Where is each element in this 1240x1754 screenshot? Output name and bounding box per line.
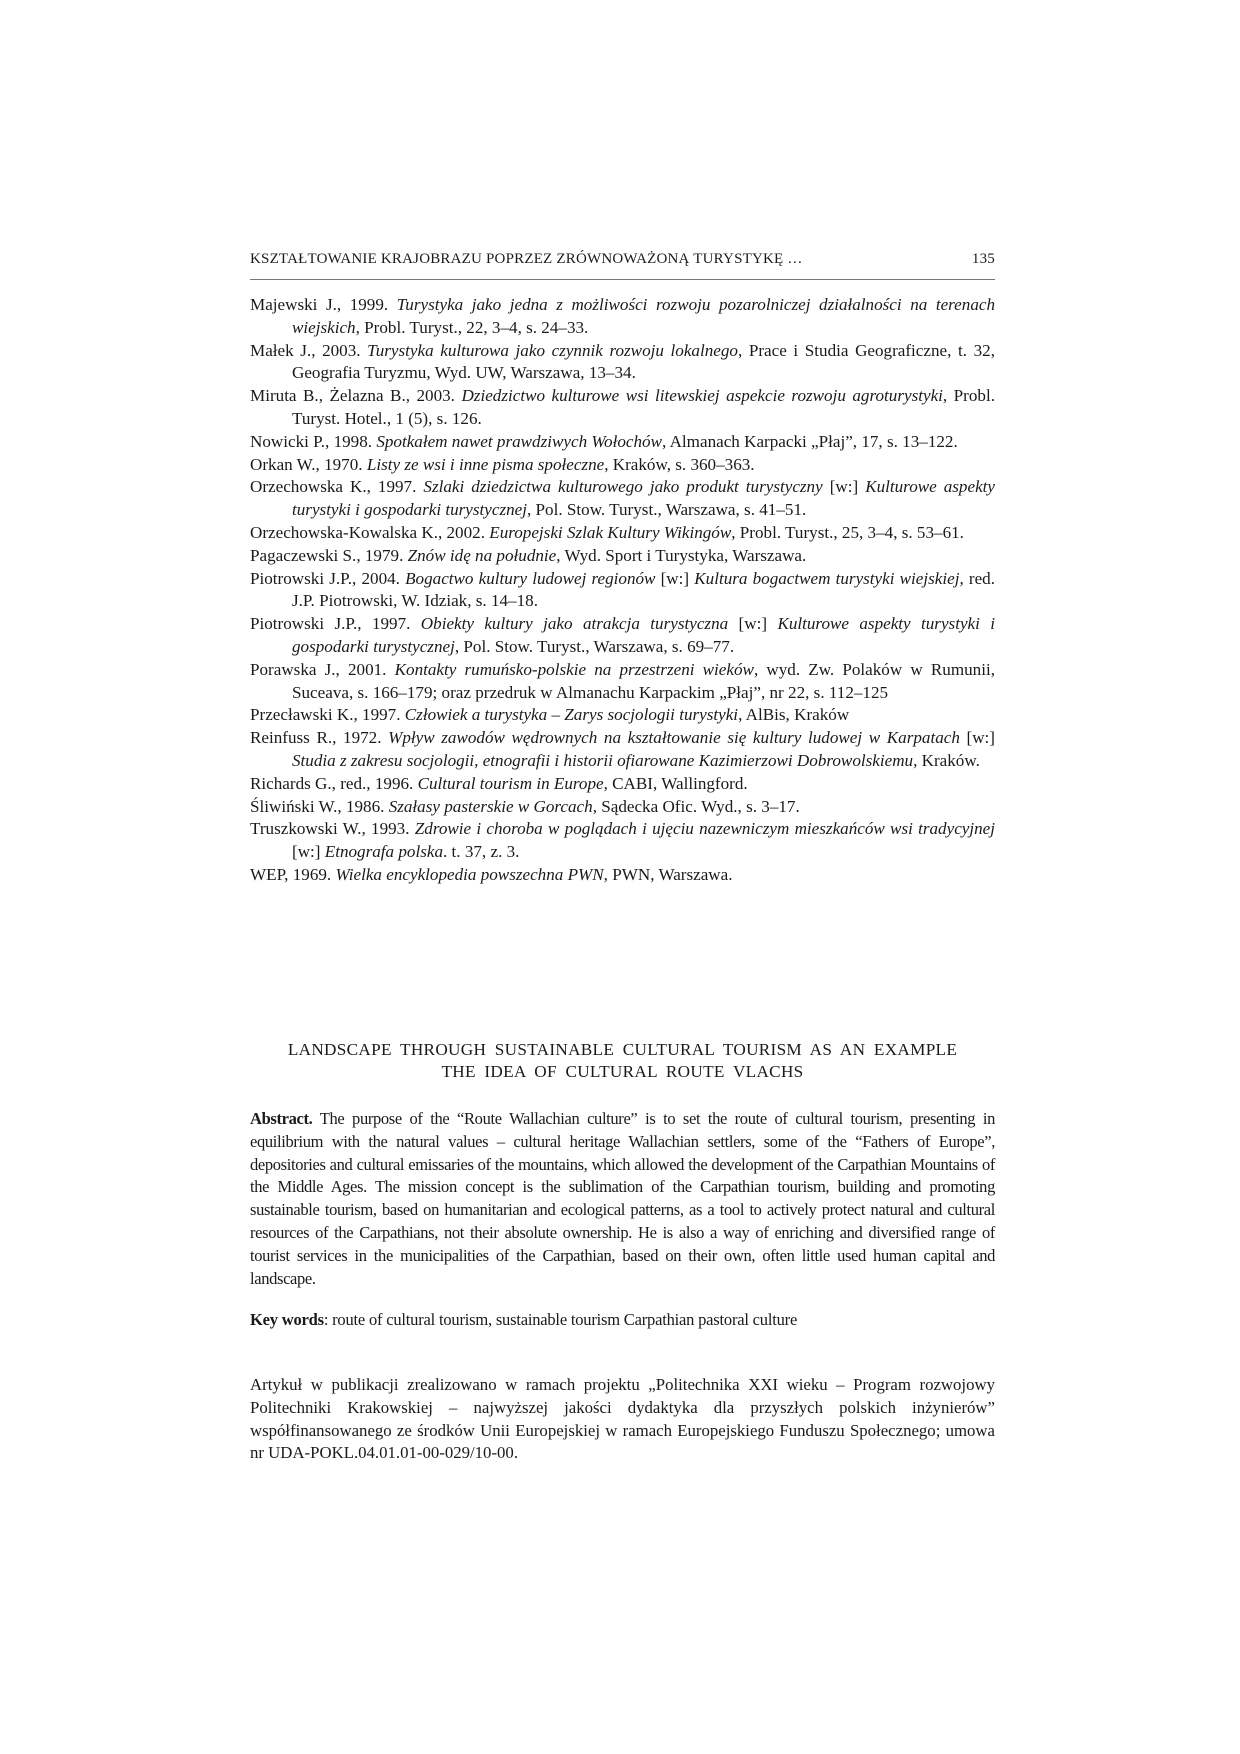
reference-details: , CABI, Wallingford. bbox=[603, 773, 748, 793]
reference-author: WEP, 1969. bbox=[250, 864, 336, 884]
page-number: 135 bbox=[971, 251, 995, 267]
reference-title: Wielka encyklopedia powszechna PWN bbox=[335, 864, 604, 884]
reference-author: Piotrowski J.P., 1997. bbox=[250, 614, 421, 634]
reference-title: Bogactwo kultury ludowej regionów bbox=[405, 568, 656, 588]
reference-details: , Prace i Studia Geograficzne, t. 32, Geografia Turyzmu, Wyd. UW, Warszawa, 13–34. bbox=[292, 340, 996, 383]
reference-item bbox=[250, 796, 995, 819]
reference-author: Śliwiński W., 1986. bbox=[250, 796, 389, 816]
english-title bbox=[250, 1039, 995, 1083]
reference-item bbox=[250, 568, 995, 614]
reference-item bbox=[250, 773, 995, 796]
reference-item bbox=[250, 864, 995, 887]
keywords-text: : route of cultural tourism, sustainable tourism Carpathian pastoral culture bbox=[323, 1310, 798, 1329]
reference-details: , AlBis, Kraków bbox=[738, 705, 850, 725]
reference-title: Europejski Szlak Kultury Wikingów bbox=[489, 522, 732, 542]
reference-item bbox=[250, 340, 995, 386]
reference-source-details: , red. J.P. Piotrowski, W. Idziak, s. 14–18. bbox=[292, 568, 995, 611]
reference-item bbox=[250, 476, 995, 522]
reference-author: Przecławski K., 1997. bbox=[250, 705, 405, 725]
reference-source-title: Studia z zakresu socjologii, etnografii i historii ofiarowane Kazimierzowi Dobrowolskiemu bbox=[292, 750, 914, 770]
reference-item bbox=[250, 294, 995, 340]
funding-note: Artykuł w publikacji zrealizowano w ramach projektu „Politechnika XXI wieku – Program rozwojowy Politechniki Krakowskiej – najwyższej jakości dydaktyka dla przyszłych polskich inżynierów” współfinansowanego ze środków Unii Europejskiej w ramach Europejskiego Funduszu Społecznego; umowa nr UDA-POKL.04.01.01-00-029/10-00. bbox=[250, 1375, 995, 1463]
reference-item bbox=[250, 704, 995, 727]
reference-author: Orzechowska-Kowalska K., 2002. bbox=[250, 522, 490, 542]
reference-author: Orzechowska K., 1997. bbox=[250, 477, 424, 497]
reference-source-title: Etnografa polska bbox=[324, 842, 443, 862]
references-list bbox=[250, 294, 995, 887]
reference-item bbox=[250, 522, 995, 545]
reference-details: , Probl. Turyst., 22, 3–4, s. 24–33. bbox=[355, 317, 589, 337]
reference-author: Miruta B., Żelazna B., 2003. bbox=[250, 386, 462, 406]
reference-title: Kontakty rumuńsko-polskie na przestrzeni wieków bbox=[394, 659, 754, 679]
reference-title: Szałasy pasterskie w Gorcach bbox=[388, 796, 593, 816]
reference-author: Majewski J., 1999. bbox=[250, 295, 397, 314]
reference-details: , PWN, Warszawa. bbox=[603, 864, 733, 884]
reference-source-details: . t. 37, z. 3. bbox=[443, 842, 520, 862]
reference-details: , Kraków, s. 360–363. bbox=[604, 454, 755, 474]
reference-author: Pagaczewski S., 1979. bbox=[250, 545, 408, 565]
reference-item bbox=[250, 659, 995, 705]
reference-author: Orkan W., 1970. bbox=[250, 454, 367, 474]
reference-details: [w:] bbox=[655, 568, 695, 588]
english-title-line-1: LANDSCAPE THROUGH SUSTAINABLE CULTURAL TOURISM AS AN EXAMPLE bbox=[287, 1040, 958, 1059]
reference-title: Zdrowie i choroba w poglądach i ujęciu nazewniczym mieszkańców wsi tradycyjnej bbox=[414, 819, 995, 839]
english-title-line-2: THE IDEA OF CULTURAL ROUTE VLACHS bbox=[441, 1062, 804, 1081]
keywords-label: Key words bbox=[250, 1310, 324, 1329]
reference-details: [w:] bbox=[822, 477, 866, 497]
reference-title: Znów idę na południe bbox=[407, 545, 557, 565]
reference-source-title: Kulturowe aspekty turystyki i gospodarki turystycznej bbox=[292, 477, 995, 520]
reference-details: , Probl. Turyst., 25, 3–4, s. 53–61. bbox=[731, 522, 964, 542]
reference-details: , Probl. Turyst. Hotel., 1 (5), s. 126. bbox=[292, 386, 995, 428]
reference-source-details: , Pol. Stow. Turyst., Warszawa, s. 69–77. bbox=[454, 636, 735, 656]
reference-source-details: , Pol. Stow. Turyst., Warszawa, s. 41–51. bbox=[527, 500, 807, 520]
header-rule bbox=[250, 279, 995, 280]
reference-item bbox=[250, 431, 995, 454]
keywords-paragraph bbox=[250, 1309, 995, 1332]
reference-details: [w:] bbox=[959, 728, 995, 748]
reference-author: Piotrowski J.P., 2004. bbox=[250, 568, 406, 588]
reference-source-title: Kultura bogactwem turystyki wiejskiej bbox=[694, 568, 960, 588]
reference-details: , wyd. Zw. Polaków w Rumunii, Suceava, s. 166–179; oraz przedruk w Almanachu Karpackim „Płaj”, nr 22, s. 112–125 bbox=[292, 659, 995, 702]
reference-title: Człowiek a turystyka – Zarys socjologii turystyki bbox=[404, 705, 739, 725]
reference-details: , Almanach Karpacki „Płaj”, 17, s. 13–122. bbox=[661, 431, 958, 451]
reference-item bbox=[250, 545, 995, 568]
reference-author: Richards G., red., 1996. bbox=[250, 773, 418, 793]
reference-title: Spotkałem nawet prawdziwych Wołochów bbox=[376, 431, 662, 451]
reference-details: [w:] bbox=[292, 842, 325, 862]
running-title: KSZTAŁTOWANIE KRAJOBRAZU POPRZEZ ZRÓWNOWAŻONĄ TURYSTYKĘ … bbox=[250, 251, 803, 267]
reference-item bbox=[250, 727, 995, 773]
reference-title: Obiekty kultury jako atrakcja turystyczna bbox=[420, 614, 729, 634]
reference-title: Listy ze wsi i inne pisma społeczne bbox=[366, 454, 605, 474]
abstract-label: Abstract. bbox=[250, 1109, 313, 1128]
reference-item bbox=[250, 613, 995, 659]
reference-source-details: , Kraków. bbox=[913, 750, 980, 770]
reference-source-title: Kulturowe aspekty turystyki i gospodarki turystycznej bbox=[292, 614, 996, 656]
reference-title: Szlaki dziedzictwa kulturowego jako produkt turystyczny bbox=[423, 477, 823, 497]
reference-title: Turystyka jako jedna z możliwości rozwoju pozarolniczej działalności na terenach wiejskich bbox=[292, 295, 996, 337]
reference-author: Małek J., 2003. bbox=[250, 340, 368, 360]
reference-details: , Sądecka Ofic. Wyd., s. 3–17. bbox=[592, 796, 800, 816]
abstract-paragraph bbox=[250, 1108, 995, 1290]
reference-details: , Wyd. Sport i Turystyka, Warszawa. bbox=[556, 545, 807, 565]
reference-details: [w:] bbox=[728, 614, 778, 634]
reference-item bbox=[250, 454, 995, 477]
reference-title: Cultural tourism in Europe bbox=[417, 773, 604, 793]
reference-author: Reinfuss R., 1972. bbox=[250, 728, 389, 748]
reference-item bbox=[250, 818, 995, 864]
reference-item bbox=[250, 385, 995, 431]
reference-author: Nowicki P., 1998. bbox=[250, 431, 377, 451]
abstract-text: The purpose of the “Route Wallachian culture” is to set the route of cultural tourism, presenting in equilibrium with the natural values – cultural heritage Wallachian settlers, some of the “Fathers of Europe”, depositories and cultural emissaries of the mountains, which allowed the development of the Carpathian Mountains of the Middle Ages. The mission concept is the sublimation of the Carpathian tourism, building and promoting sustainable tourism, based on humanitarian and ecological patterns, as a tool to actively protect natural and cultural resources of the Carpathians, not their absolute ownership. He is also a way of enriching and diversified range of tourist services in the municipalities of the Carpathian, based on their own, often little used human capital and landscape. bbox=[250, 1109, 995, 1288]
reference-title: Turystyka kulturowa jako czynnik rozwoju lokalnego bbox=[367, 340, 738, 360]
reference-title: Dziedzictwo kulturowe wsi litewskiej aspekcie rozwoju agroturystyki bbox=[461, 386, 943, 406]
reference-title: Wpływ zawodów wędrownych na kształtowanie się kultury ludowej w Karpatach bbox=[388, 728, 960, 748]
reference-author: Porawska J., 2001. bbox=[250, 659, 395, 679]
reference-author: Truszkowski W., 1993. bbox=[250, 819, 415, 839]
